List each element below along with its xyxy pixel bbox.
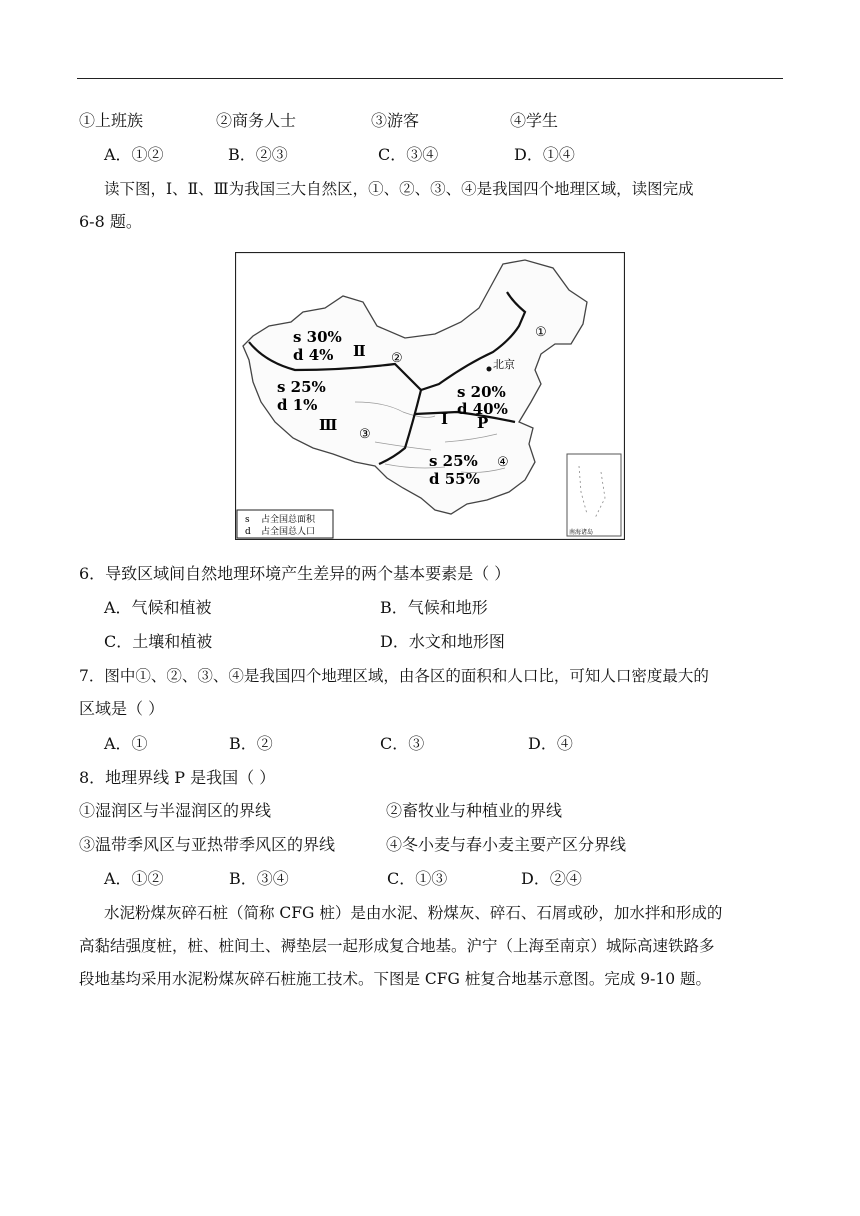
region-3-marker: ③ bbox=[359, 427, 371, 442]
q6-option-a[interactable]: A．气候和植被 bbox=[104, 598, 212, 617]
inset-label: 南海诸岛 bbox=[569, 529, 594, 536]
q8-option-b[interactable]: B．③④ bbox=[229, 869, 289, 888]
q8-stem: 8．地理界线 P 是我国（ ） bbox=[79, 768, 276, 787]
q7-option-a[interactable]: A．① bbox=[104, 734, 148, 753]
nw-pop-label: d 4% bbox=[293, 346, 334, 364]
intro-option-2: ②商务人士 bbox=[216, 111, 297, 130]
region-2-marker: ② bbox=[391, 351, 403, 366]
beijing-dot bbox=[487, 367, 492, 372]
q7-option-d[interactable]: D．④ bbox=[528, 734, 573, 753]
q8-option-d[interactable]: D．②④ bbox=[521, 869, 582, 888]
q8-statement-1: ①湿润区与半湿润区的界线 bbox=[79, 801, 272, 820]
passage2-line2: 高黏结强度桩，桩、桩间土、褥垫层一起形成复合地基。沪宁（上海至南京）城际高速铁路多 bbox=[79, 937, 715, 955]
north-pop-label: d 40% bbox=[457, 400, 508, 418]
beijing-label: 北京 bbox=[493, 358, 515, 371]
legend-d-text: 占全国总人口 bbox=[261, 527, 316, 537]
north-area-label: s 20% bbox=[457, 383, 506, 401]
q7-option-b[interactable]: B．② bbox=[229, 734, 273, 753]
q7-stem-line1: 7．图中①、②、③、④是我国四个地理区域，由各区的面积和人口比，可知人口密度最大的 bbox=[79, 667, 709, 685]
intro-choice-a: A．①② bbox=[104, 145, 164, 164]
passage1-line1: 读下图，Ⅰ、Ⅱ、Ⅲ为我国三大自然区，①、②、③、④是我国四个地理区域，读图完成 bbox=[104, 180, 694, 198]
qt-pop-label: d 1% bbox=[277, 396, 318, 414]
q8-option-a[interactable]: A．①② bbox=[104, 869, 164, 888]
map-svg bbox=[235, 252, 625, 540]
line-p-label: P bbox=[477, 414, 489, 432]
intro-choice-d: D．①④ bbox=[514, 145, 575, 164]
passage2-line3: 段地基均采用水泥粉煤灰碎石桩施工技术。下图是 CFG 桩复合地基示意图。完成 9-10 题。 bbox=[79, 970, 712, 988]
region-1-marker: ① bbox=[535, 325, 547, 340]
intro-option-3: ③游客 bbox=[371, 111, 420, 130]
q6-option-c[interactable]: C．土壤和植被 bbox=[104, 632, 213, 651]
qt-area-label: s 25% bbox=[277, 378, 326, 396]
china-regions-map bbox=[235, 252, 625, 540]
header-rule bbox=[77, 78, 783, 79]
zone-ii-label: Ⅱ bbox=[353, 342, 366, 360]
q6-option-b[interactable]: B．气候和地形 bbox=[380, 598, 488, 617]
intro-choice-c: C．③④ bbox=[378, 145, 439, 164]
intro-choice-b: B．②③ bbox=[228, 145, 288, 164]
q8-statement-4: ④冬小麦与春小麦主要产区分界线 bbox=[386, 835, 627, 854]
intro-option-1: ①上班族 bbox=[79, 111, 144, 130]
passage2-line1: 水泥粉煤灰碎石桩（简称 CFG 桩）是由水泥、粉煤灰、碎石、石屑或砂，加水拌和形成的 bbox=[104, 904, 723, 922]
legend-s-key: s bbox=[245, 515, 250, 525]
intro-option-4: ④学生 bbox=[510, 111, 559, 130]
south-area-label: s 25% bbox=[429, 452, 478, 470]
q6-option-d[interactable]: D．水文和地形图 bbox=[380, 632, 505, 651]
q8-option-c[interactable]: C．①③ bbox=[387, 869, 448, 888]
legend-s-text: 占全国总面积 bbox=[261, 515, 316, 525]
q6-stem: 6．导致区域间自然地理环境产生差异的两个基本要素是（ ） bbox=[79, 564, 511, 583]
south-pop-label: d 55% bbox=[429, 470, 480, 488]
zone-i-label: Ⅰ bbox=[441, 410, 449, 428]
zone-iii-label: Ⅲ bbox=[319, 416, 338, 434]
q8-statement-3: ③温带季风区与亚热带季风区的界线 bbox=[79, 835, 336, 854]
passage1-line2: 6-8 题。 bbox=[79, 212, 142, 231]
nw-area-label: s 30% bbox=[293, 328, 342, 346]
legend-d-key: d bbox=[245, 527, 251, 537]
q7-stem-line2: 区域是（ ） bbox=[79, 699, 165, 718]
q8-statement-2: ②畜牧业与种植业的界线 bbox=[386, 801, 563, 820]
region-4-marker: ④ bbox=[497, 455, 509, 470]
inset-box bbox=[567, 454, 621, 536]
q7-option-c[interactable]: C．③ bbox=[380, 734, 425, 753]
